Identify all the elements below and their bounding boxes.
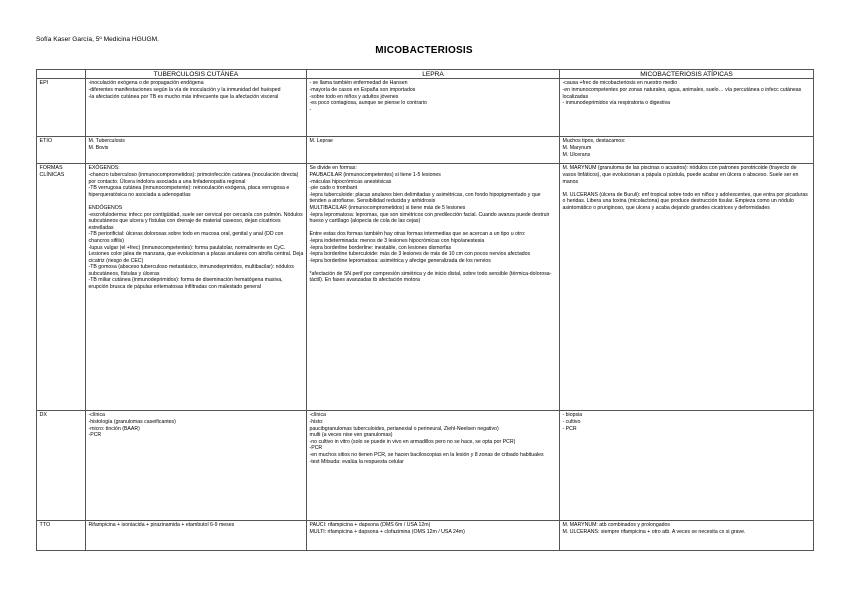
cell-line: -causa +frec de micobacteriosis en nuestro medio — [562, 80, 678, 87]
document-title: MICOBACTERIOSIS — [375, 45, 473, 56]
cell-line: M. Leprae — [309, 138, 333, 145]
cell-line: Entre estas dos formas también hay otras formas intermedias que se acercan a un tipo u otro: — [309, 231, 526, 238]
cell-epi-tb — [86, 79, 307, 137]
cell-line: -TB verrugosa cutánea (inmunocompetente): reinoculación exógena, placa verrugosa e hiperqueratósica no asociada a adenopatías — [88, 185, 290, 198]
cell-line: -pie cado o trombant — [309, 185, 358, 192]
cell-line: -máculas hipocrómicas anestésicas — [309, 178, 392, 185]
cell-line: -micro: tinción (BAAR) — [88, 425, 140, 432]
cell-dx-tb — [86, 411, 307, 521]
cell-line: - se llama también enfermedad de Hansen — [309, 80, 408, 87]
cell-line — [563, 185, 811, 192]
row-label-etio: ETIO — [37, 137, 86, 164]
cell-line: -la afectación cutánea por TB es mucho más infrecuente que la afectación visceral — [88, 93, 279, 100]
cell-line: -lupus vulgar (el +frec) (inmunocompetentes): forma paulatolar, normalmente en CyC. Lesiones color jalea de manzana, que evolucionan a placas anulares con atrofia central. Deja cicatriz (riesgo de CEC) — [88, 244, 304, 264]
cell-line: -mayoría de casos en España son importados — [309, 86, 416, 93]
header-empty — [37, 70, 86, 79]
table-row — [37, 79, 814, 137]
cell-line: -escrofuloderma: infecc por contigüidad, suele ser cervical por cercanía con pulmón. Nódulos subcutáneos que ulcera y fístulas con drenaje de material caseoso, dejan cicatrices estrelladas — [88, 211, 303, 231]
cell-formas-tb — [86, 164, 307, 411]
cell-line: - inmunodeprimidos vía respiratoria o digestiva — [562, 100, 671, 107]
header-tuberculosis: TUBERCULOSIS CUTÁNEA — [86, 70, 307, 79]
cell-etio-tb — [86, 137, 307, 164]
cell-line — [89, 198, 304, 205]
header-lepra: LEPRA — [307, 70, 560, 79]
cell-line: -en muchos sitios no tienen PCR, se hacen baciloscopias en la lesión y 8 zonas de cribado habituales — [309, 451, 544, 458]
cell-tto-atipicas — [560, 521, 814, 551]
cell-line: multi (a veces nise ven granulomas) — [309, 432, 393, 439]
cell-line: -diferentes manifestaciones según la vía de inoculación y la inmunidad del huésped — [88, 86, 281, 93]
cell-line: -PCR — [309, 445, 323, 452]
cell-line: Muchos tipos, destacamos: — [562, 138, 626, 145]
cell-line: M. Ulcerans — [562, 151, 591, 158]
cell-line — [310, 225, 557, 232]
cell-tto-lepra — [307, 521, 560, 551]
row-label-tto: TTO — [37, 521, 86, 551]
table-row — [37, 521, 814, 551]
cell-line: MULTIBACILAR (inmunocomprometidos) si tiene más de 5 lesiones — [309, 204, 466, 211]
cell-line: M. ULCERANS: siempre rifampicina + otro atb. A veces se necesita cx si grave. — [562, 528, 746, 535]
cell-etio-lepra — [307, 137, 560, 164]
cell-line: PAUBACILAR (inmunocompetentes) si tiene 1-5 lesiones — [309, 171, 441, 178]
cell-line: paucibgranulomas tuberculoides, perianexial o perineural, Ziehl-Neelsen negativo) — [309, 425, 499, 432]
cell-formas-lepra — [307, 164, 560, 411]
cell-line: MULTI: rifampicina + dapsona + clofazimina (OMS 12m / USA 24m) — [309, 528, 465, 535]
cell-line: PAUCI: rifampicina + dapsona (OMS 6m / USA 12m) — [309, 522, 431, 529]
cell-line: M. Tuberculosis — [88, 138, 125, 145]
cell-line: -sobre todo en niños y adultos jóvenes — [309, 93, 399, 100]
table-row — [37, 137, 814, 164]
cell-tto-tb — [86, 521, 307, 551]
cell-line: M. Bovis — [88, 144, 109, 151]
cell-line: - cultivo — [562, 418, 581, 425]
cell-line: -TB gomosa (absceso tuberculoso metastásico, inmunodeprimidos, multibacilar): nódulos subcutáneos, fístulas y úlceras — [88, 264, 294, 277]
cell-formas-atipicas — [560, 164, 814, 411]
cell-line: -no cultivo in vitro (solo se puede in vivo en armadillos pero no se hace, se opta por PCR) — [309, 438, 516, 445]
author-line: Sofía Kaser García, 5º Medicina HGUGM. — [36, 36, 159, 43]
cell-line: - — [309, 106, 312, 113]
cell-dx-lepra — [307, 411, 560, 521]
cell-line: -es poco contagiosa, aunque se piense lo contrario — [309, 100, 427, 107]
micobacteriosis-table — [36, 69, 814, 551]
cell-line: EXÓGENOS: — [88, 165, 120, 172]
cell-line: -clínica — [309, 412, 326, 419]
cell-line: -TB periorificial: úlceras dolorosas sobre todo en mucosa oral, genital y anal (DD con chancros sifilis) — [88, 231, 284, 244]
cell-line: -lepra indeterminada: menos de 3 lesiones hipocrómicas con hipo/anestesia — [309, 237, 485, 244]
table-header-row — [37, 70, 814, 79]
row-label-epi: EPI — [37, 79, 86, 137]
cell-line: *afectación de SN perif por compresión simétrica y de inicio distal, sobre todo sensible (térmica-dolorosa-táctil). En fases avanzadas tb afectación motora — [309, 270, 552, 284]
cell-epi-atipicas — [560, 79, 814, 137]
table-row — [37, 411, 814, 521]
cell-line: -en inmunocompetentes por zonas naturales, agua, animales, suelo… vía percutánea o infecc cutáneas localizadas — [562, 86, 802, 100]
cell-line: -lepra borderline borderline: inestable, con lesiones dismorfas — [309, 244, 452, 251]
header-atipicas: MICOBACTERIOSIS ATÍPICAS — [560, 70, 814, 79]
cell-line: - biopsia — [562, 412, 583, 419]
cell-line: M. MARYNUM: atb combinados y prolongados — [562, 522, 670, 529]
cell-line: M. ULCERANS (úlcera de Buruli): enf tropical sobre todo en niños y adolescentes, que entra por picaduras o heridas. Libera una toxina (micolactona) que produce destrucción tisular. Empieza como un nódulo asintomático o pruriginoso, que ulcera y acaba dejando grandes cicatrices y deformidades — [562, 191, 808, 211]
cell-line: -test Mitsuda: evalúa la respuesta celular — [309, 458, 404, 465]
cell-line: ENDÓGENOS — [88, 204, 123, 211]
cell-line: -PCR — [88, 432, 102, 439]
cell-line: -histología (granulomas caseificantes) — [88, 418, 176, 425]
cell-line — [310, 264, 557, 271]
cell-line: Rifampicina + isoniacida + pirazinamida + etambutol 6-9 meses — [88, 522, 235, 529]
row-label-dx: DX — [37, 411, 86, 521]
row-label-formas: FORMAS CLÍNICAS — [37, 164, 86, 411]
cell-line: -histo: — [309, 418, 324, 425]
cell-line: M. MARYNUM (granuloma de las piscinas o acuarios): nódulos con patrones porotricoide (trayecto de vasos linfáticos), que evolucionan a pápula o pústula, puede acabar en úlcera o absceso. Suele ser en manos — [562, 165, 799, 185]
cell-dx-atipicas — [560, 411, 814, 521]
cell-line: -chancro tuberculoso (inmunocomprometidos): primoinfección cutánea (inoculación directa) por contacto. Úlcera indolora asociada a una linfadenopatía regional — [88, 171, 299, 185]
cell-etio-atipicas — [560, 137, 814, 164]
cell-line: - PCR — [562, 425, 577, 432]
cell-line: -lepra borderline lepromatosa: asimétrica y afectge generalizada de los nervios — [309, 257, 491, 264]
cell-line: -inoculación exógena o de propagación endógena — [88, 80, 204, 87]
cell-epi-lepra — [307, 79, 560, 137]
cell-line: -lepra borderline tuberculoide: más de 3 lesiones de más de 10 cm con pocos nervios afectados — [309, 251, 531, 258]
cell-line: -lepra tuberculoide: placas anulares bien delimitadas y asimétricas, con fondo hipopigmentado y que tienden a atrofiarse. Sensibilidad reducida y anhidrosis — [309, 191, 541, 205]
cell-line: M. Marynum — [562, 144, 592, 151]
cell-line: -TB miliar cutánea (inmunodeprimidos): forma de diseminación hematógena masiva, erupción brusca de pápulas eritematosas infiltradas con malestado general — [88, 277, 283, 291]
table-row — [37, 164, 814, 411]
cell-line: -lepra lepromatosa: lepromas, que son simétricos con predilección facial. Cuando avanza puede destruir hueso y cartílago (alopecia de cola de las cejas) — [309, 211, 550, 225]
cell-line: -clínica — [88, 412, 105, 419]
cell-line: Se divide en formas: — [309, 165, 357, 172]
